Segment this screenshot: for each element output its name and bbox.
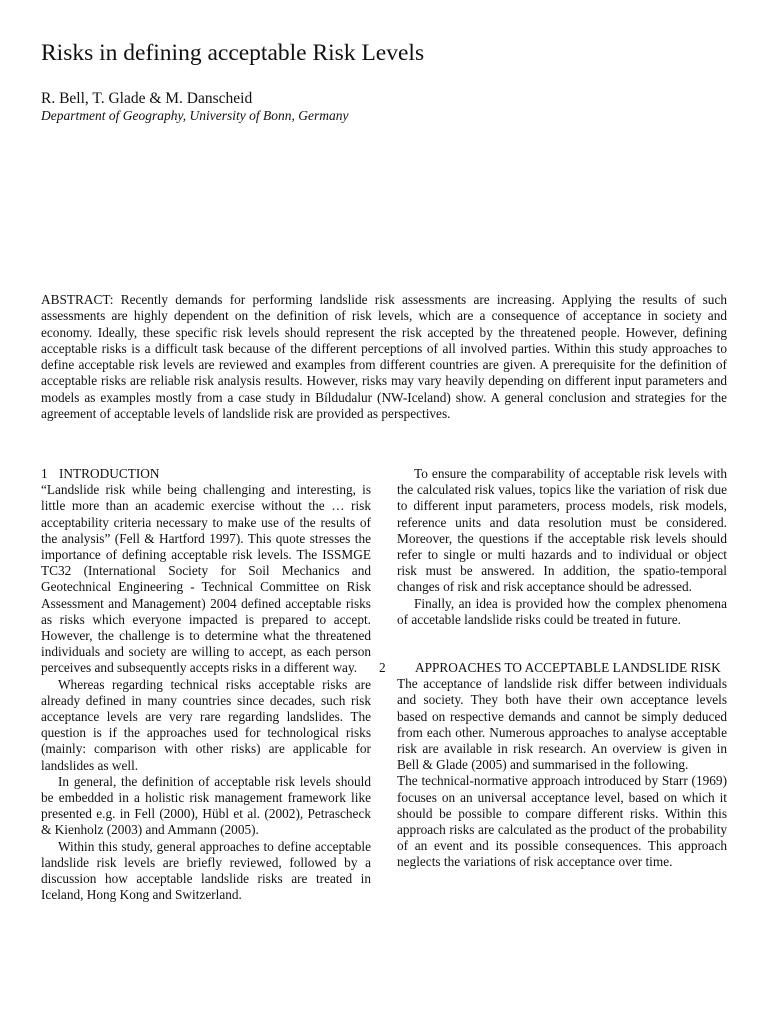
paragraph: Finally, an idea is provided how the complex phenomena of accetable landslide risks could be treated in future. <box>397 595 727 627</box>
left-column <box>41 466 371 903</box>
paragraph: To ensure the comparability of acceptable risk levels with the calculated risk values, topics like the variation of risk due to different input parameters, process models, risk models, reference units and data resolution must be considered. Moreover, the questions if the acceptable risk levels should refer to single or multi hazards and to individual or object risk must be answered. In addition, the spatio-temporal changes of risk and risk acceptance should be adressed. <box>397 466 727 595</box>
paragraph: The technical-normative approach introduced by Starr (1969) focuses on an universal acceptance level, based on which it should be possible to compare different risks. Within this approach risks are calculated as the product of the probability of an event and its possible consequences. This approach neglects the variations of risk acceptance over time. <box>397 773 727 870</box>
paper-title: Risks in defining acceptable Risk Levels <box>41 40 425 66</box>
paragraph: Whereas regarding technical risks acceptable risks are already defined in many countries since decades, such risk acceptance levels are very rare regarding landslides. The question is if the approaches used for technological risks (mainly: comparison with other risks) are applicable for landslides as well. <box>41 676 371 773</box>
section-1-number: 1 <box>41 466 48 481</box>
paragraph: The acceptance of landslide risk differ between individuals and society. They both have their own acceptance levels based on respective demands and cannot be simply deduced from each other. Numerous approaches to analyse acceptable risk are available in risk research. An overview is given in Bell & Glade (2005) and summarised in the following. <box>397 676 727 773</box>
abstract: ABSTRACT: Recently demands for performing landslide risk assessments are increasing. Applying the results of such assessments are highly dependent on the definition of risk levels, which are a consequence of acceptance in society and economy. Ideally, these specific risk levels should represent the risk accepted by the threatened people. However, defining acceptable risks is a difficult task because of the different perceptions of all involved parties. Within this study approaches to define acceptable risk levels are reviewed and examples from different countries are given. A prerequisite for the definition of acceptable risks are reliable risk analysis results. However, risks may vary heavily depending on different input parameters and models as examples mostly from a case study in Bíldudalur (NW-Iceland) show. A general conclusion and strategies for the agreement of acceptable levels of landslide risk are provided as perspectives. <box>41 292 727 422</box>
affiliation: Department of Geography, University of Bonn, Germany <box>41 108 349 123</box>
section-1-heading <box>41 466 371 482</box>
right-column <box>379 466 727 871</box>
paragraph: In general, the definition of acceptable risk levels should be embedded in a holistic risk management framework like presented e.g. in Fell (2000), Hübl et al. (2002), Petrascheck & Kienholz (2003) and Ammann (2005). <box>41 773 371 838</box>
section-1-title: INTRODUCTION <box>59 466 160 481</box>
section-2-number: 2 <box>379 660 386 676</box>
section-2-title: APPROACHES TO ACCEPTABLE LANDSLIDE RISK <box>415 660 721 676</box>
authors: R. Bell, T. Glade & M. Danscheid <box>41 90 253 107</box>
paragraph: “Landslide risk while being challenging and interesting, is little more than an academic exercise without the … risk acceptability criteria necessary to make use of the results of the analysis” (Fell & Hartford 1997). This quote stresses the importance of defining acceptable risk levels. The ISSMGE TC32 (International Society for Soil Mechanics and Geotechnical Engineering - Technical Committee on Risk Assessment and Management) 2004 defined acceptable risks as risks which everyone impacted is prepared to accept. However, the challenge is to determine what the threatened individuals and society are willing to accept, as each person perceives and subsequently accepts risks in a different way. <box>41 482 371 676</box>
section-2-heading <box>379 660 727 676</box>
paragraph: Within this study, general approaches to define acceptable landslide risk levels are briefly reviewed, followed by a discussion how acceptable landslide risks are treated in Iceland, Hong Kong and Switzerland. <box>41 838 371 903</box>
